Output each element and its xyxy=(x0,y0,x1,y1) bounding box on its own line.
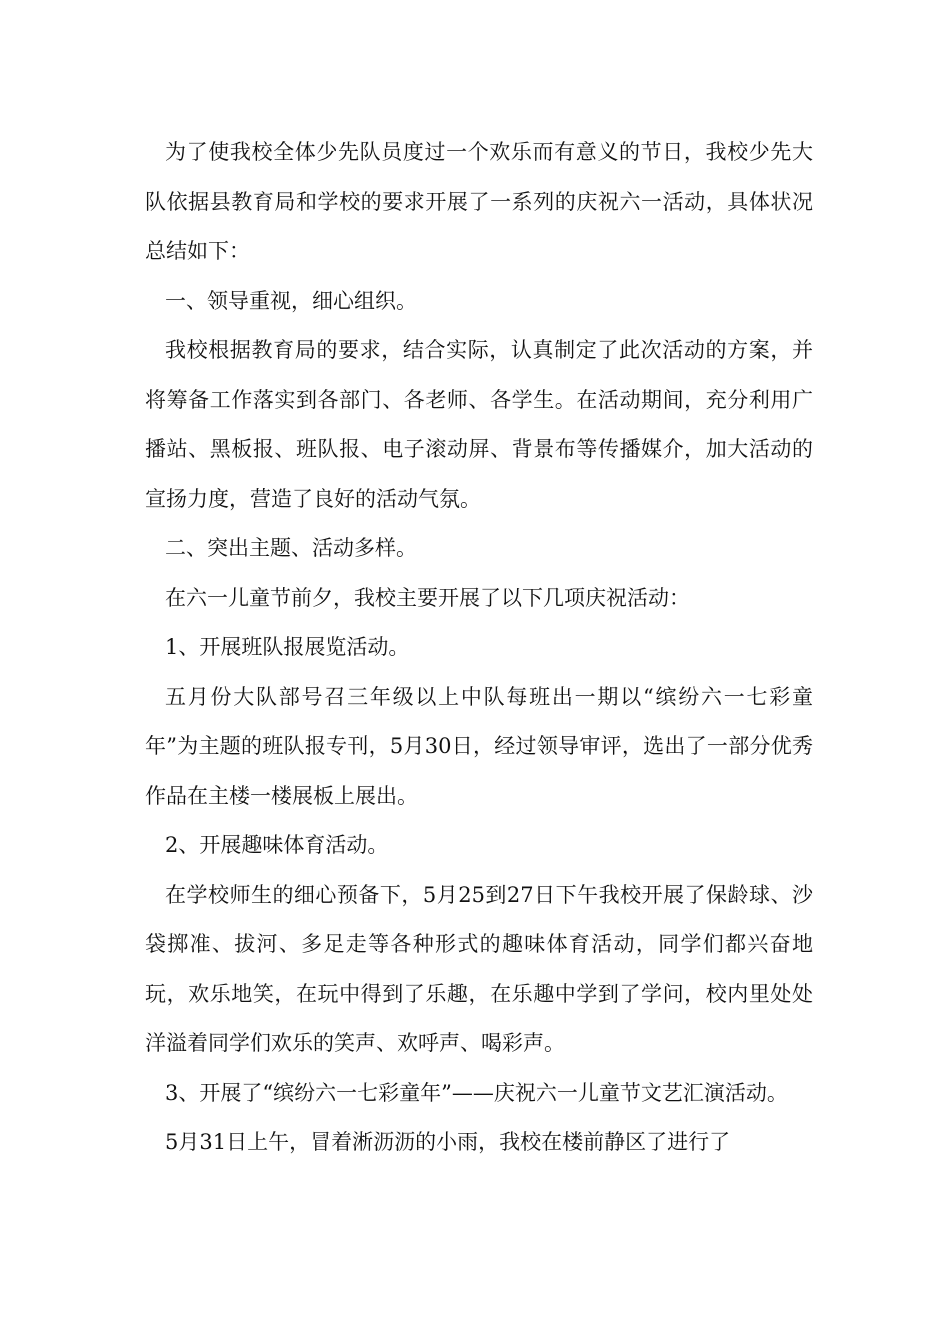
section-heading-1: 一、领导重视，细心组织。 xyxy=(165,288,417,313)
subheading-activity-3: 3、开展了“缤纷六一七彩童年”——庆祝六一儿童节文艺汇演活动。 xyxy=(165,1080,788,1105)
section-heading-2: 二、突出主题、活动多样。 xyxy=(165,536,417,560)
document-body xyxy=(145,128,813,1168)
paragraph-activity-3: 5月31日上午，冒着淅沥沥的小雨，我校在楼前静区了进行了 xyxy=(165,1130,731,1154)
paragraph-section-1: 我校根据教育局的要求，结合实际，认真制定了此次活动的方案，并将筹备工作落实到各部门、各老师、各学生。在活动期间，充分利用广播站、黑板报、班队报、电子滚动屏、背景布等传播媒介，加大活动的宣扬力度，营造了良好的活动气氛。 xyxy=(145,338,813,511)
paragraph-intro: 为了使我校全体少先队员度过一个欢乐而有意义的节日，我校少先大队依据县教育局和学校的要求开展了一系列的庆祝六一活动，具体状况总结如下： xyxy=(145,140,813,263)
paragraph-activity-2: 在学校师生的细心预备下，5月25到27日下午我校开展了保龄球、沙袋掷准、拔河、多足走等各种形式的趣味体育活动，同学们都兴奋地玩，欢乐地笑，在玩中得到了乐趣，在乐趣中学到了学问，校内里处处洋溢着同学们欢乐的笑声、欢呼声、喝彩声。 xyxy=(145,882,813,1055)
paragraph-activity-1: 五月份大队部号召三年级以上中队每班出一期以“缤纷六一七彩童年”为主题的班队报专刊，5月30日，经过领导审评，选出了一部分优秀作品在主楼一楼展板上展出。 xyxy=(145,684,813,808)
subheading-activity-1: 1、开展班队报展览活动。 xyxy=(165,635,410,659)
paragraph-section-2-intro: 在六一儿童节前夕，我校主要开展了以下几项庆祝活动： xyxy=(165,585,690,610)
subheading-activity-2: 2、开展趣味体育活动。 xyxy=(165,833,389,857)
